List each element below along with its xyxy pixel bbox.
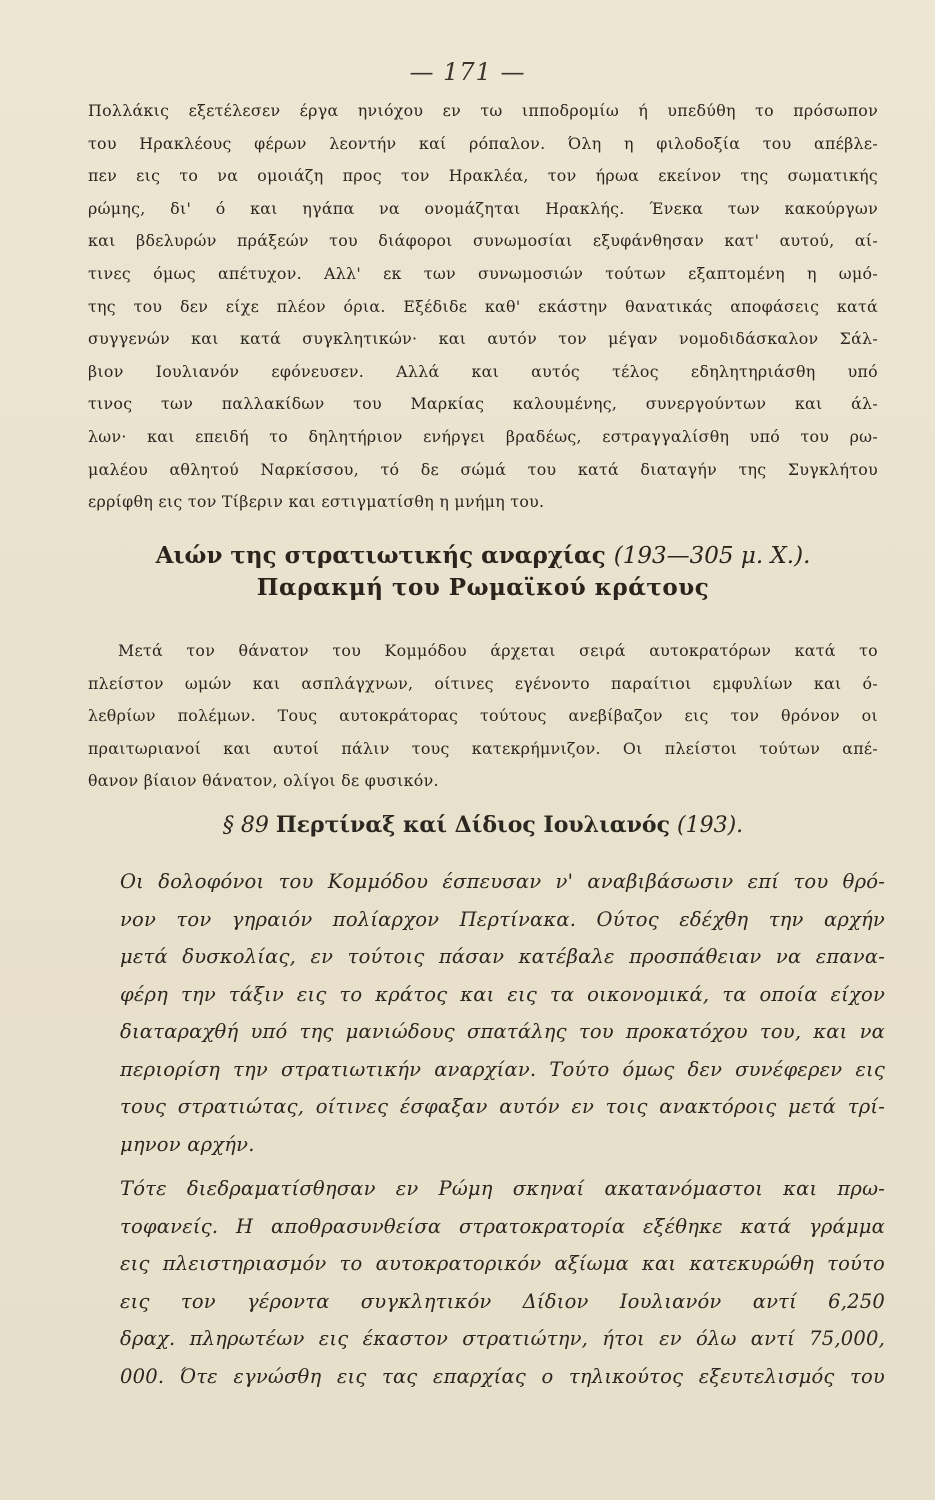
chapter-heading-dates: (193—305 μ. Χ.). xyxy=(613,543,811,569)
text-line: φέρη την τάξιν εις το κράτος και εις τα οικονομικά, τα οποία είχον xyxy=(120,982,885,1006)
text-line: μετά δυσκολίας, εν τούτοις πάσαν κατέβαλε προσπάθειαν να επανα- xyxy=(120,945,885,968)
text-line: τους στρατιώτας, οίτινες έσφαξαν αυτόν εν τοις ανακτόροις μετά τρί- xyxy=(120,1095,885,1118)
section-year: (193). xyxy=(677,813,744,838)
text-line: του Ηρακλέους φέρων λεοντήν καί ρόπαλον. Όλη η φιλοδοξία του απέβλε- xyxy=(88,133,878,153)
text-line: πλείστον ωμών και ασπλάγχνων, οίτινες εγένοντο παραίτιοι εμφυλίων και ό- xyxy=(88,673,878,693)
text-line: πεν εις το να ομοιάζη προς τον Ηρακλέα, τον ήρωα εκείνον της σωματικής xyxy=(88,166,878,186)
section-number: § 89 xyxy=(222,813,269,838)
section-title: Περτίναξ καί Δίδιος Ιουλιανός xyxy=(275,812,670,838)
text-line: εις πλειστηριασμόν το αυτοκρατορικόν αξίωμα και κατεκυρώθη τούτο xyxy=(120,1252,885,1275)
text-line: νον τον γηραιόν πολίαρχον Περτίνακα. Ούτος εδέχθη την αρχήν xyxy=(120,907,885,931)
chapter-subheading: Παρακμή του Ρωμαϊκού κράτους xyxy=(256,574,710,601)
text-line: λεθρίων πολέμων. Τους αυτοκράτορας τούτους ανεβίβαζον εις τον θρόνον οι xyxy=(88,706,878,726)
text-line: λων· και επειδή το δηλητήριον ενήργει βραδέως, εστραγγαλίσθη υπό του ρω- xyxy=(88,426,878,446)
text-line: Τότε διεδραματίσθησαν εν Ρώμη σκηναί ακατανόμαστοι και πρω- xyxy=(120,1177,885,1200)
text-line: μηνον αρχήν. xyxy=(120,1132,255,1156)
text-line: και βδελυρών πράξεών του διάφοροι συνωμοσίαι εξυφάνθησαν κατ' αυτού, αί- xyxy=(88,231,878,251)
paragraph-commodus xyxy=(88,95,878,519)
text-line: συγγενών και κατά συγκλητικών· και αυτόν τον μέγαν νομοδιδάσκαλον Σάλ- xyxy=(88,329,878,349)
text-line: τοφανείς. Η αποθρασυνθείσα στρατοκρατορία εξέθηκε κατά γράμμα xyxy=(120,1214,885,1238)
text-line: ρώμης, δι' ό και ηγάπα να ονομάζηται Ηρακλής. Ένεκα των κακούργων xyxy=(88,198,878,218)
text-line: Μετά τον θάνατον του Κομμόδου άρχεται σειρά αυτοκρατόρων κατά το xyxy=(118,641,878,660)
text-line: τινος των παλλακίδων του Μαρκίας καλουμένης, συνεργούντων και άλ- xyxy=(88,394,878,414)
section-heading xyxy=(88,812,878,838)
chapter-heading-title: Αιών της στρατιωτικής αναρχίας xyxy=(155,542,606,569)
paragraph-intro xyxy=(88,635,878,798)
text-line: δραχ. πληρωτέων εις έκαστον στρατιώτην, ήτοι εν όλω αντί 75,000, xyxy=(120,1327,885,1350)
text-line: 000. Ότε εγνώσθη εις τας επαρχίας ο τηλικούτος εξευτελισμός του xyxy=(120,1364,885,1388)
text-line: Οι δολοφόνοι του Κομμόδου έσπευσαν ν' αναβιβάσωσιν επί του θρό- xyxy=(120,870,885,893)
text-line: της του δεν είχε πλέον όρια. Εξέδιδε καθ' εκάστην θανατικάς αποφάσεις κατά xyxy=(88,296,878,316)
text-line: θανον βίαιον θάνατον, ολίγοι δε φυσικόν. xyxy=(88,771,439,791)
text-line: περιορίση την στρατιωτικήν αναρχίαν. Τούτο όμως δεν συνέφερεν εις xyxy=(120,1057,885,1081)
text-line: διαταραχθή υπό της μανιώδους σπατάλης του προκατόχου του, και να xyxy=(120,1020,885,1043)
text-line: ερρίφθη εις τον Τίβεριν και εστιγματίσθη η μνήμη του. xyxy=(88,492,545,512)
text-line: μαλέου αθλητού Ναρκίσσου, τό δε σώμά του κατά διαταγήν της Συγκλήτου xyxy=(88,459,878,479)
page-number: — 171 — xyxy=(409,58,526,86)
chapter-heading xyxy=(88,542,878,569)
text-line: Πολλάκις εξετέλεσεν έργα ηνιόχου εν τω ιπποδρομίω ή υπεδύθη το πρόσωπον xyxy=(88,101,878,120)
text-line: εις τον γέροντα συγκλητικόν Δίδιον Ιουλιανόν αντί 6,250 xyxy=(120,1289,885,1313)
italic-body xyxy=(120,863,885,1395)
text-line: πραιτωριανοί και αυτοί πάλιν τους κατεκρήμνιζον. Οι πλείστοι τούτων απέ- xyxy=(88,738,878,758)
text-line: βιον Ιουλιανόν εφόνευσεν. Αλλά και αυτός τέλος εδηλητηριάσθη υπό xyxy=(88,361,878,381)
text-line: τινες όμως απέτυχον. Αλλ' εκ των συνωμοσιών τούτων εξαπτομένη η ωμό- xyxy=(88,263,878,283)
